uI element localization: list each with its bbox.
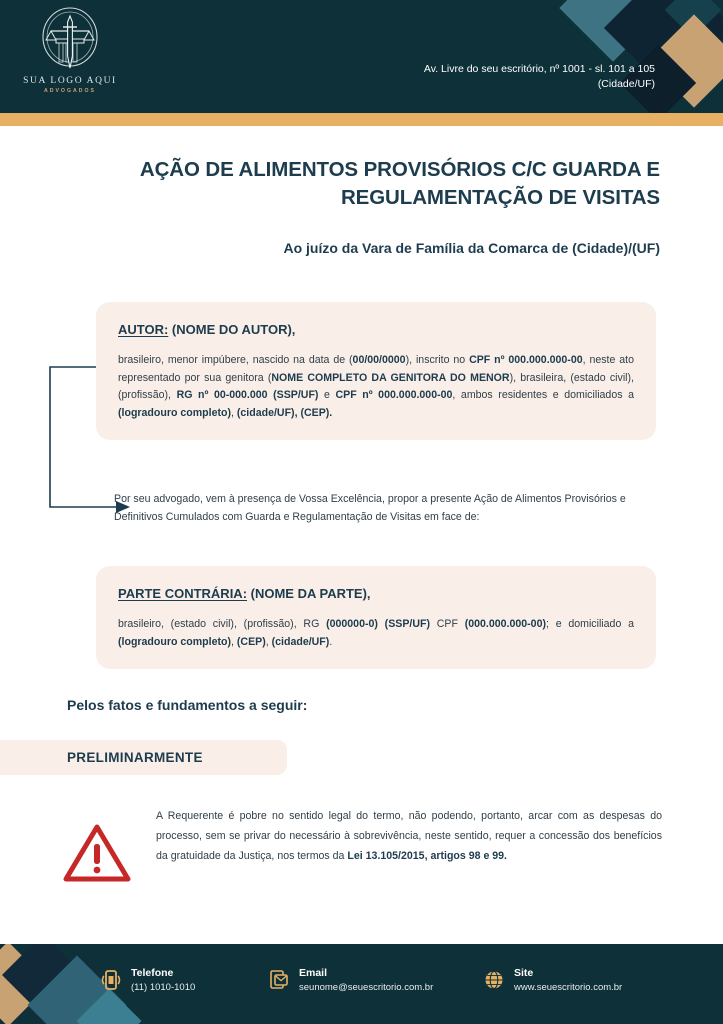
intro-paragraph: Por seu advogado, vem à presença de Vossa Excelência, propor a presente Ação de Alimentos Provisórios e Definitivos Cumulados com Guarda e Regulamentação de Visitas em face de: (114, 493, 626, 523)
globe-icon (483, 967, 505, 993)
autor-label-text: AUTOR: (118, 322, 169, 337)
contact-site-value: www.seuescritorio.com.br (514, 982, 623, 993)
parte-contraria-label-text: PARTE CONTRÁRIA: (118, 586, 248, 601)
contact-phone-value: (11) 1010-1010 (131, 982, 196, 993)
autor-label (118, 322, 634, 337)
page-footer (0, 944, 723, 1024)
warning-section (62, 806, 662, 884)
phone-icon (100, 967, 122, 993)
autor-name: (NOME DO AUTOR), (168, 322, 296, 337)
parte-contraria-box (96, 566, 656, 669)
contact-site[interactable] (483, 966, 683, 996)
firm-logo (22, 6, 118, 106)
autor-box (96, 302, 656, 440)
contact-email-title: Email (299, 967, 328, 979)
parte-contraria-label (118, 586, 634, 601)
logo-name: SUA LOGO AQUI (23, 76, 117, 86)
contact-phone[interactable] (100, 966, 268, 996)
page-subtitle: Ao juízo da Vara de Família da Comarca de (Cidade)/(UF) (283, 240, 660, 256)
warning-text: A Requerente é pobre no sentido legal do termo, não podendo, portanto, arcar com as despesas do processo, sem se privar do necessário à sobrevivência, neste sentido, requer a concessão dos benefícios da gratuidade da Justiça, nos termos da Lei 13.105/2015, artigos 98 e 99. (156, 810, 662, 862)
parte-contraria-name: (NOME DA PARTE), (247, 586, 371, 601)
preliminarmente-label: PRELIMINARMENTE (67, 750, 203, 765)
parte-contraria-body: brasileiro, (estado civil), (profissão), RG (000000-0) (SSP/UF) CPF (000.000.000-00); e domiciliado a (logradouro completo), (CEP), (cidade/UF). (118, 618, 634, 648)
gold-divider-bar (0, 113, 723, 126)
contact-site-title: Site (514, 967, 534, 979)
header-decoration (523, 0, 723, 113)
page-header (0, 0, 723, 113)
scales-sword-logo-icon (35, 6, 105, 74)
preliminarmente-banner (0, 740, 287, 775)
contact-email-value: seunome@seuescritorio.com.br (299, 982, 434, 993)
header-address (235, 62, 655, 92)
page-title: AÇÃO DE ALIMENTOS PROVISÓRIOS C/C GUARDA E REGULAMENTAÇÃO DE VISITAS (139, 158, 660, 209)
warning-triangle-icon (62, 822, 132, 884)
fatos-heading: Pelos fatos e fundamentos a seguir: (67, 697, 308, 713)
footer-contacts (100, 966, 683, 996)
address-line-2: (Cidade/UF) (597, 78, 655, 90)
contact-phone-title: Telefone (131, 967, 174, 979)
autor-body: brasileiro, menor impúbere, nascido na data de (00/00/0000), inscrito no CPF nº 000.000.000-00, neste ato representado por sua genitora (NOME COMPLETO DA GENITORA DO MENOR), brasileira, (estado civil), (profissão), RG nº 00-000.000 (SSP/UF) e CPF nº 000.000.000-00, ambos residentes e domiciliados a (logradouro completo), (cidade/UF), (CEP). (118, 354, 634, 419)
email-icon (268, 967, 290, 993)
contact-email[interactable] (268, 966, 483, 996)
address-line-1: Av. Livre do seu escritório, nº 1001 - sl. 101 a 105 (423, 63, 655, 75)
title-block (63, 156, 660, 258)
logo-subtitle: ADVOGADOS (43, 88, 96, 94)
